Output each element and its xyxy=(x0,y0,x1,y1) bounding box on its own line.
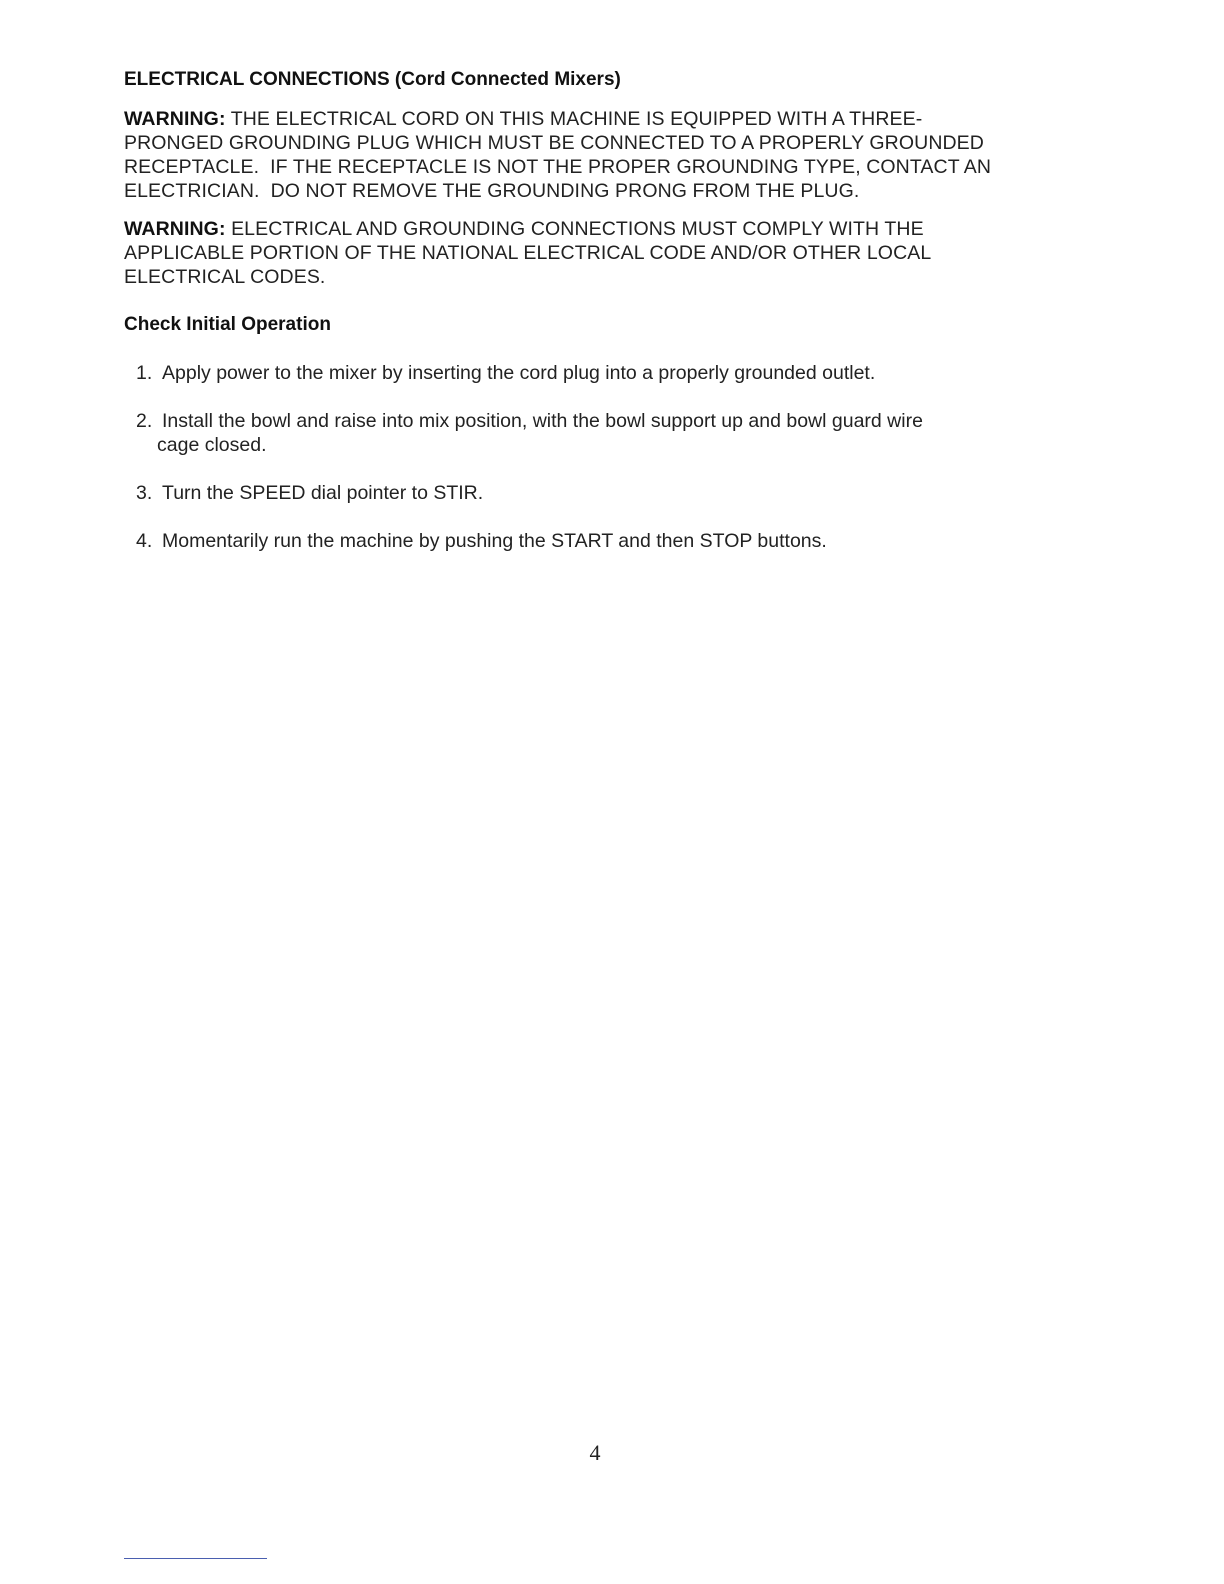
step-number: 2. xyxy=(136,410,153,432)
step-text-line: Apply power to the mixer by inserting the cord plug into a properly grounded outlet. xyxy=(162,362,876,384)
operation-steps-list xyxy=(136,361,1036,577)
list-item xyxy=(136,481,1036,505)
warning-text-line: RECEPTACLE. IF THE RECEPTACLE IS NOT THE PROPER GROUNDING TYPE, CONTACT AN xyxy=(124,156,992,178)
warning-paragraph-grounding-plug xyxy=(124,107,1074,203)
step-text-line: Turn the SPEED dial pointer to STIR. xyxy=(162,482,484,504)
step-number: 1. xyxy=(136,362,153,384)
step-text-line: cage closed. xyxy=(157,434,267,456)
step-text xyxy=(162,481,1036,505)
section-heading-electrical-connections: ELECTRICAL CONNECTIONS (Cord Connected Mixers) xyxy=(124,69,621,90)
list-item xyxy=(136,361,1036,385)
section-heading-check-initial-operation: Check Initial Operation xyxy=(124,314,331,335)
step-text-line: Install the bowl and raise into mix position, with the bowl support up and bowl guard wire xyxy=(162,410,923,432)
warning-paragraph-electrical-code xyxy=(124,217,1074,289)
step-text xyxy=(162,529,1036,553)
step-text xyxy=(162,361,1036,385)
warning-label: WARNING: xyxy=(124,218,226,240)
step-text-line: Momentarily run the machine by pushing the START and then STOP buttons. xyxy=(162,530,827,552)
warning-text-line: THE ELECTRICAL CORD ON THIS MACHINE IS EQUIPPED WITH A THREE- xyxy=(230,108,923,130)
warning-text-line: ELECTRICIAN. DO NOT REMOVE THE GROUNDING PRONG FROM THE PLUG. xyxy=(124,180,860,202)
step-number: 3. xyxy=(136,482,153,504)
page-number: 4 xyxy=(589,1440,601,1465)
warning-text-line: APPLICABLE PORTION OF THE NATIONAL ELECTRICAL CODE AND/OR OTHER LOCAL xyxy=(124,242,932,264)
warning-text-line: PRONGED GROUNDING PLUG WHICH MUST BE CONNECTED TO A PROPERLY GROUNDED xyxy=(124,132,984,154)
step-text xyxy=(157,409,1036,457)
warning-label: WARNING: xyxy=(124,108,226,130)
list-item xyxy=(136,529,1036,553)
warning-text-line: ELECTRICAL AND GROUNDING CONNECTIONS MUST COMPLY WITH THE xyxy=(231,218,924,240)
list-item xyxy=(136,409,1036,457)
step-number: 4. xyxy=(136,530,153,552)
warning-text-line: ELECTRICAL CODES. xyxy=(124,266,326,288)
footnote-divider xyxy=(124,1558,267,1559)
